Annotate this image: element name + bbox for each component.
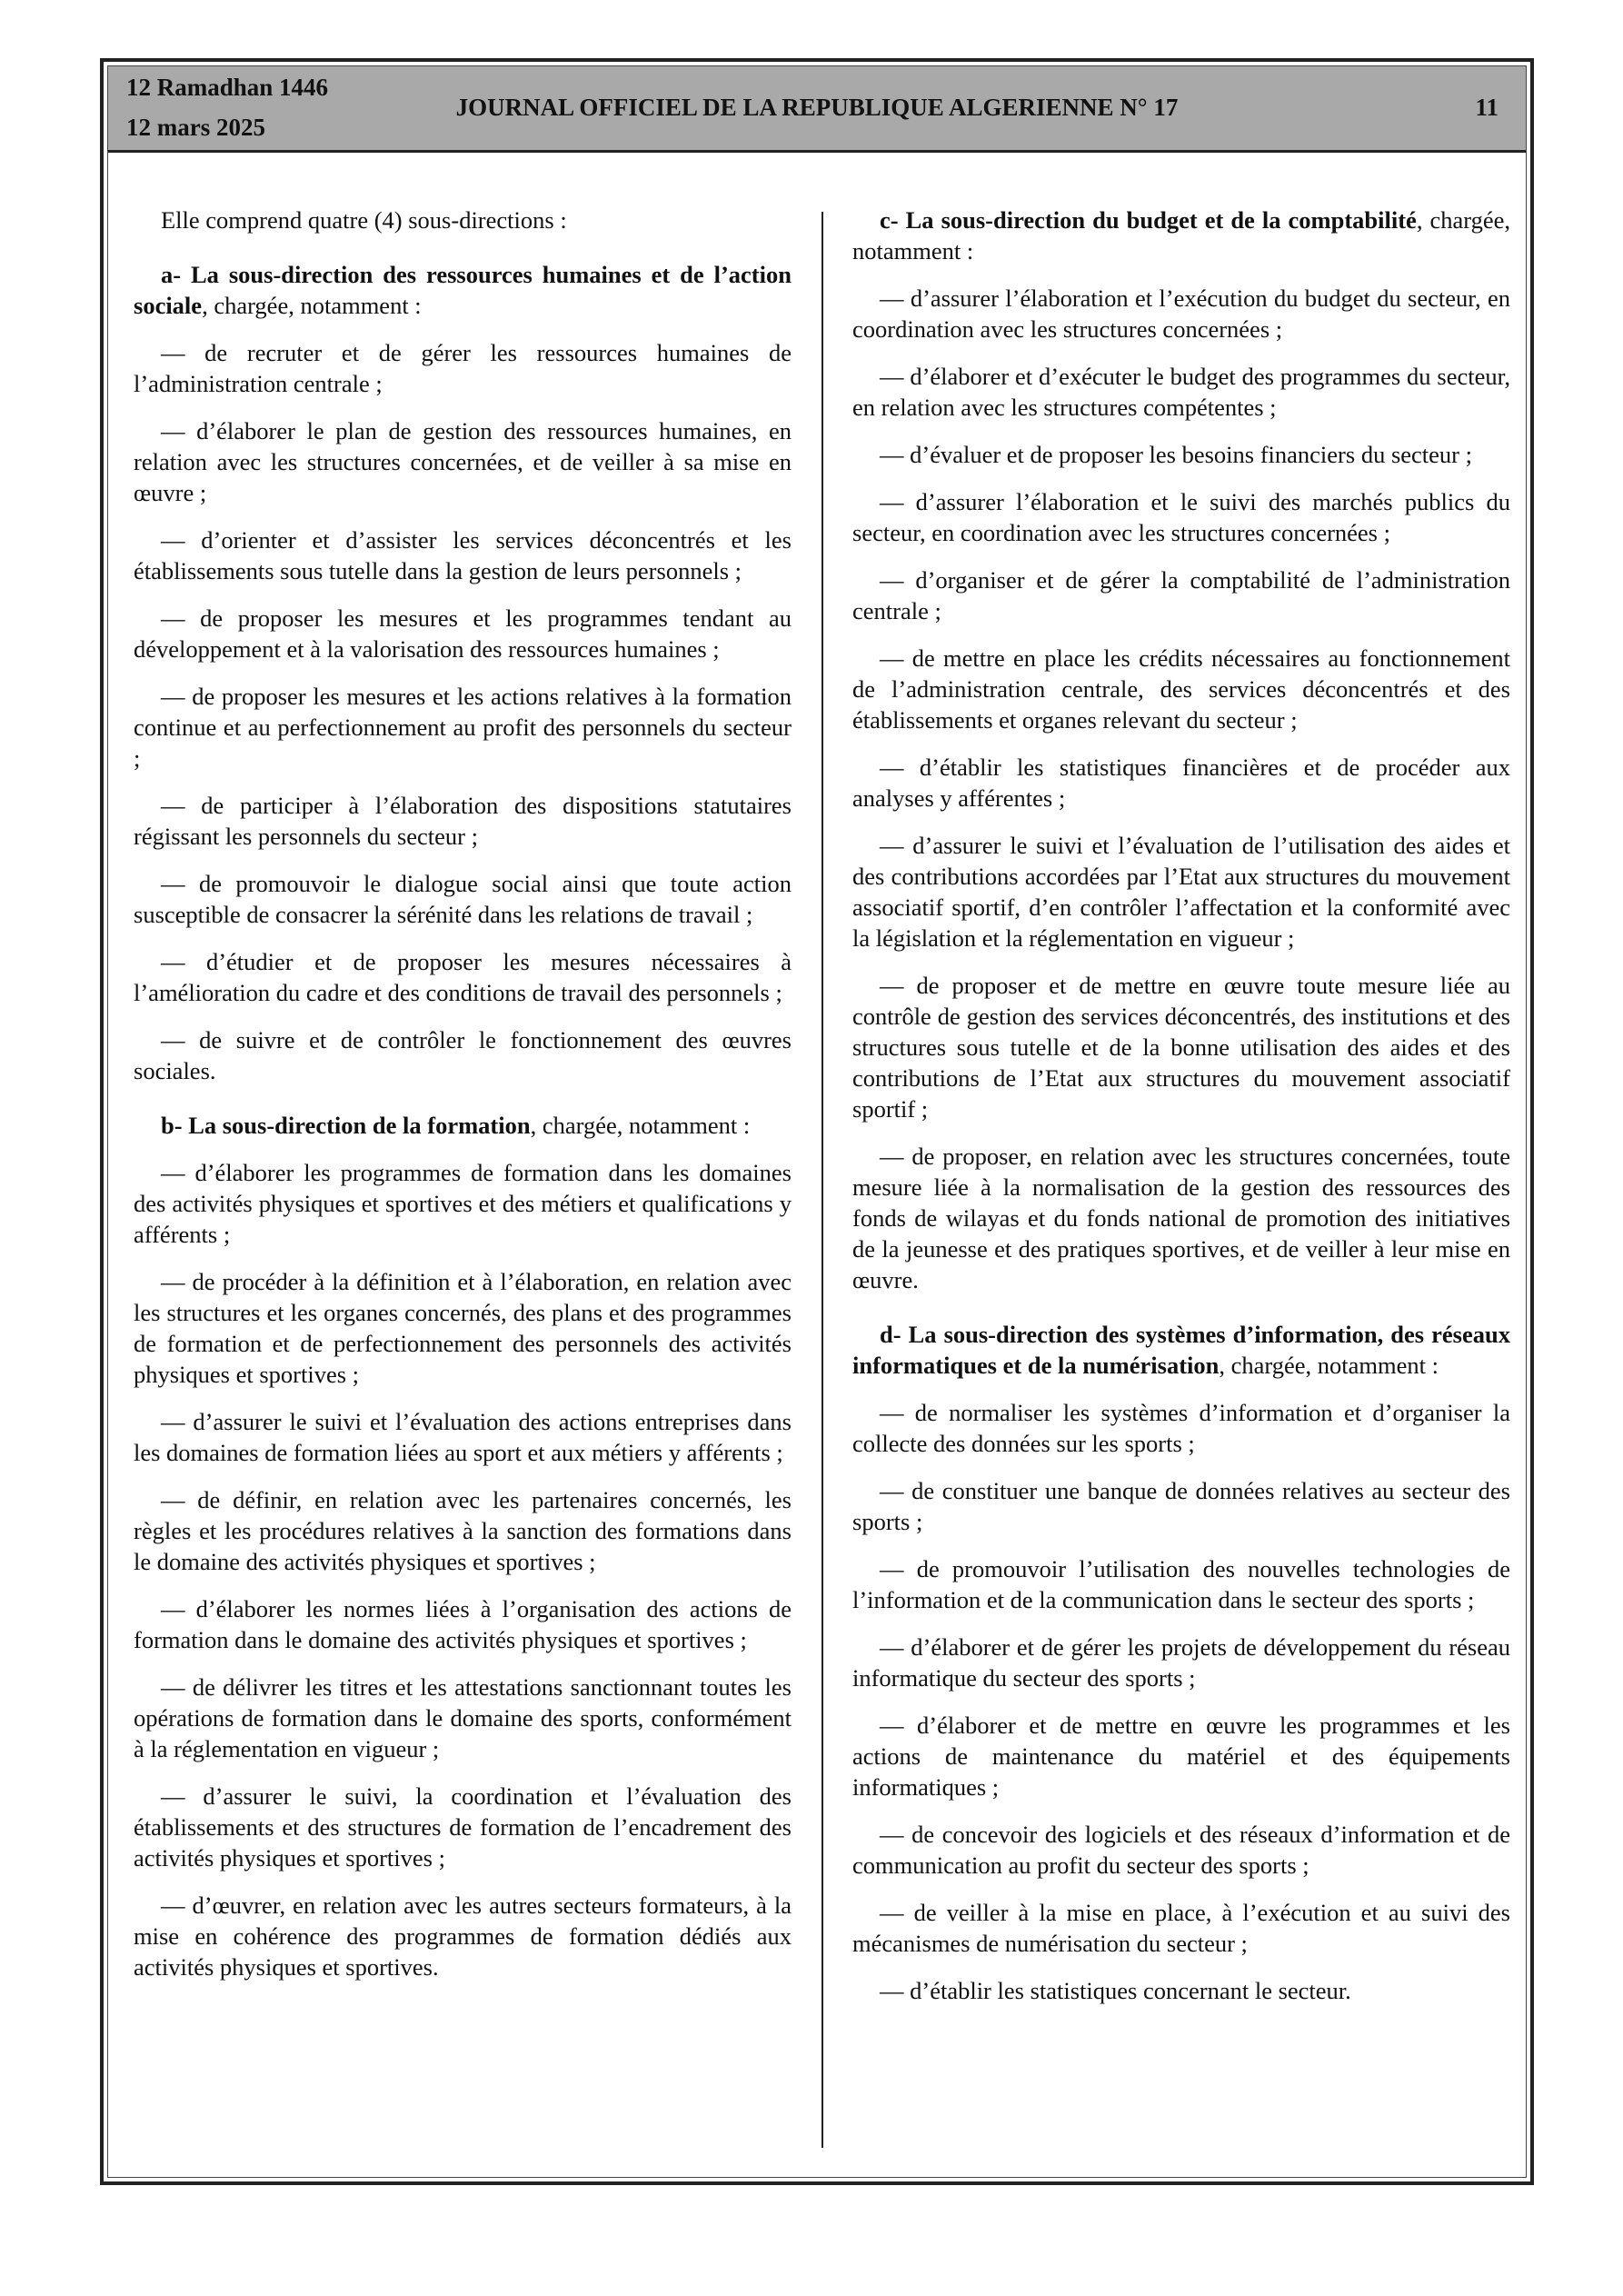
list-item: — de recruter et de gérer les ressources humaines de l’administration centrale ; — [134, 339, 792, 397]
page-inner-border — [107, 65, 1527, 2178]
section-c-title: c- La sous-direction du budget et de la comptabilité — [880, 206, 1417, 234]
section-c-list — [852, 283, 1510, 1295]
gregorian-date: 12 mars 2025 — [126, 114, 265, 141]
section-b-suffix: , chargée, notamment : — [530, 1112, 751, 1139]
list-item: — d’élaborer et de gérer les projets de développement du réseau informatique du secteur des sports ; — [852, 1633, 1510, 1692]
section-b-list — [134, 1157, 792, 1982]
list-item: — d’assurer l’élaboration et l’exécution du budget du secteur, en coordination avec les structures concernées ; — [852, 285, 1510, 343]
list-item: — d’organiser et de gérer la comptabilité de l’administration centrale ; — [852, 566, 1510, 624]
right-column — [852, 205, 1510, 2022]
list-item: — de constituer une banque de données relatives au secteur des sports ; — [852, 1477, 1510, 1535]
section-a-list — [134, 337, 792, 1086]
journal-title: JOURNAL OFFICIEL DE LA REPUBLIQUE ALGERIENNE N° 17 — [455, 94, 1179, 121]
list-item: — de promouvoir le dialogue social ainsi que toute action susceptible de consacrer la sérénité dans les relations de travail ; — [134, 870, 792, 928]
section-a-suffix: , chargée, notamment : — [202, 292, 422, 319]
list-item: — d’orienter et d’assister les services déconcentrés et les établissements sous tutelle dans la gestion de leurs personnels ; — [134, 526, 792, 584]
list-item: — d’élaborer les programmes de formation dans les domaines des activités physiques et sportives et des métiers et qualifications y afférents ; — [134, 1159, 792, 1248]
section-c-suffix: , chargée, notamment : — [852, 206, 1510, 265]
list-item: — d’établir les statistiques financières et de procéder aux analyses y afférentes ; — [852, 754, 1510, 812]
list-item: — de mettre en place les crédits nécessaires au fonctionnement de l’administration centrale, des services déconcentrés et des établissements et organes relevant du secteur ; — [852, 644, 1510, 734]
list-item: — de procéder à la définition et à l’élaboration, en relation avec les structures et les organes concernés, des plans et des programmes de formation et de perfectionnement des personnels des activités physiques et sportives ; — [134, 1268, 792, 1388]
list-item: — d’élaborer et de mettre en œuvre les programmes et les actions de maintenance du matériel et des équipements informatiques ; — [852, 1712, 1510, 1801]
list-item: — de normaliser les systèmes d’information et d’organiser la collecte des données sur les sports ; — [852, 1399, 1510, 1457]
list-item: — d’assurer le suivi, la coordination et l’évaluation des établissements et des structures de formation de l’encadrement des activités physiques et sportives ; — [134, 1782, 792, 1872]
hijri-date: 12 Ramadhan 1446 — [126, 74, 329, 101]
section-b-heading — [134, 1110, 792, 1141]
list-item: — de participer à l’élaboration des dispositions statutaires régissant les personnels du secteur ; — [134, 792, 792, 850]
list-item: — d’élaborer le plan de gestion des ressources humaines, en relation avec les structures concernées, et de veiller à sa mise en œuvre ; — [134, 417, 792, 506]
section-b-title: b- La sous-direction de la formation — [161, 1112, 531, 1139]
section-a-title: a- La sous-direction des ressources humaines et de l’action sociale — [134, 261, 792, 319]
list-item: — d’assurer l’élaboration et le suivi des marchés publics du secteur, en coordination avec les structures concernées ; — [852, 488, 1510, 546]
list-item: — de concevoir des logiciels et des réseaux d’information et de communication au profit du secteur des sports ; — [852, 1821, 1510, 1879]
list-item: — d’élaborer et d’exécuter le budget des programmes du secteur, en relation avec les structures compétentes ; — [852, 363, 1510, 421]
intro-paragraph: Elle comprend quatre (4) sous-directions : — [161, 206, 567, 234]
list-item: — de définir, en relation avec les partenaires concernés, les règles et les procédures relatives à la sanction des formations dans le domaine des activités physiques et sportives ; — [134, 1486, 792, 1575]
section-d-title: d- La sous-direction des systèmes d’information, des réseaux informatiques et de la numérisation — [852, 1321, 1510, 1379]
section-c-heading — [852, 205, 1510, 266]
list-item: — d’assurer le suivi et l’évaluation de l’utilisation des aides et des contributions accordées par l’Etat aux structures du mouvement associatif sportif, d’en contrôler l’affectation et la conformité avec la législation et la réglementation en vigueur ; — [852, 832, 1510, 952]
list-item: — d’évaluer et de proposer les besoins financiers du secteur ; — [880, 441, 1472, 468]
list-item: — d’étudier et de proposer les mesures nécessaires à l’amélioration du cadre et des conditions de travail des personnels ; — [134, 948, 792, 1006]
list-item: — de proposer les mesures et les actions relatives à la formation continue et au perfectionnement au profit des personnels du secteur ; — [134, 683, 792, 772]
column-divider — [821, 212, 823, 2148]
page-frame — [100, 58, 1534, 2185]
section-d-suffix: , chargée, notamment : — [1219, 1352, 1439, 1379]
page-number: 11 — [1475, 94, 1499, 121]
list-item: — de proposer les mesures et les programmes tendant au développement et à la valorisation des ressources humaines ; — [134, 604, 792, 663]
section-d-heading — [852, 1319, 1510, 1381]
list-item: — de proposer et de mettre en œuvre toute mesure liée au contrôle de gestion des services déconcentrés, des institutions et des structures sous tutelle et de la bonne utilisation des aides et des contributions de l’Etat aux structures du mouvement associatif sportif ; — [852, 972, 1510, 1123]
left-column — [134, 205, 792, 1999]
list-item: — de veiller à la mise en place, à l’exécution et au suivi des mécanismes de numérisation du secteur ; — [852, 1899, 1510, 1957]
section-a-heading — [134, 259, 792, 321]
list-item: — d’établir les statistiques concernant le secteur. — [880, 1977, 1351, 2004]
section-d-list — [852, 1397, 1510, 2006]
list-item: — d’élaborer les normes liées à l’organisation des actions de formation dans le domaine des activités physiques et sportives ; — [134, 1595, 792, 1653]
list-item: — de suivre et de contrôler le fonctionnement des œuvres sociales. — [134, 1026, 792, 1084]
list-item: — de délivrer les titres et les attestations sanctionnant toutes les opérations de formation dans le domaine des sports, conformément à la réglementation en vigueur ; — [134, 1673, 792, 1762]
list-item: — d’œuvrer, en relation avec les autres secteurs formateurs, à la mise en cohérence des programmes de formation dédiés aux activités physiques et sportives. — [134, 1892, 792, 1981]
list-item: — de promouvoir l’utilisation des nouvelles technologies de l’information et de la communication dans le secteur des sports ; — [852, 1555, 1510, 1613]
journal-header — [108, 66, 1526, 153]
list-item: — de proposer, en relation avec les structures concernées, toute mesure liée à la normalisation de la gestion des ressources des fonds de wilayas et du fonds national de promotion des initiatives de la jeunesse et des pratiques sportives, et de veiller à leur mise en œuvre. — [852, 1143, 1510, 1293]
list-item: — d’assurer le suivi et l’évaluation des actions entreprises dans les domaines de formation liées au sport et aux métiers y afférents ; — [134, 1408, 792, 1466]
